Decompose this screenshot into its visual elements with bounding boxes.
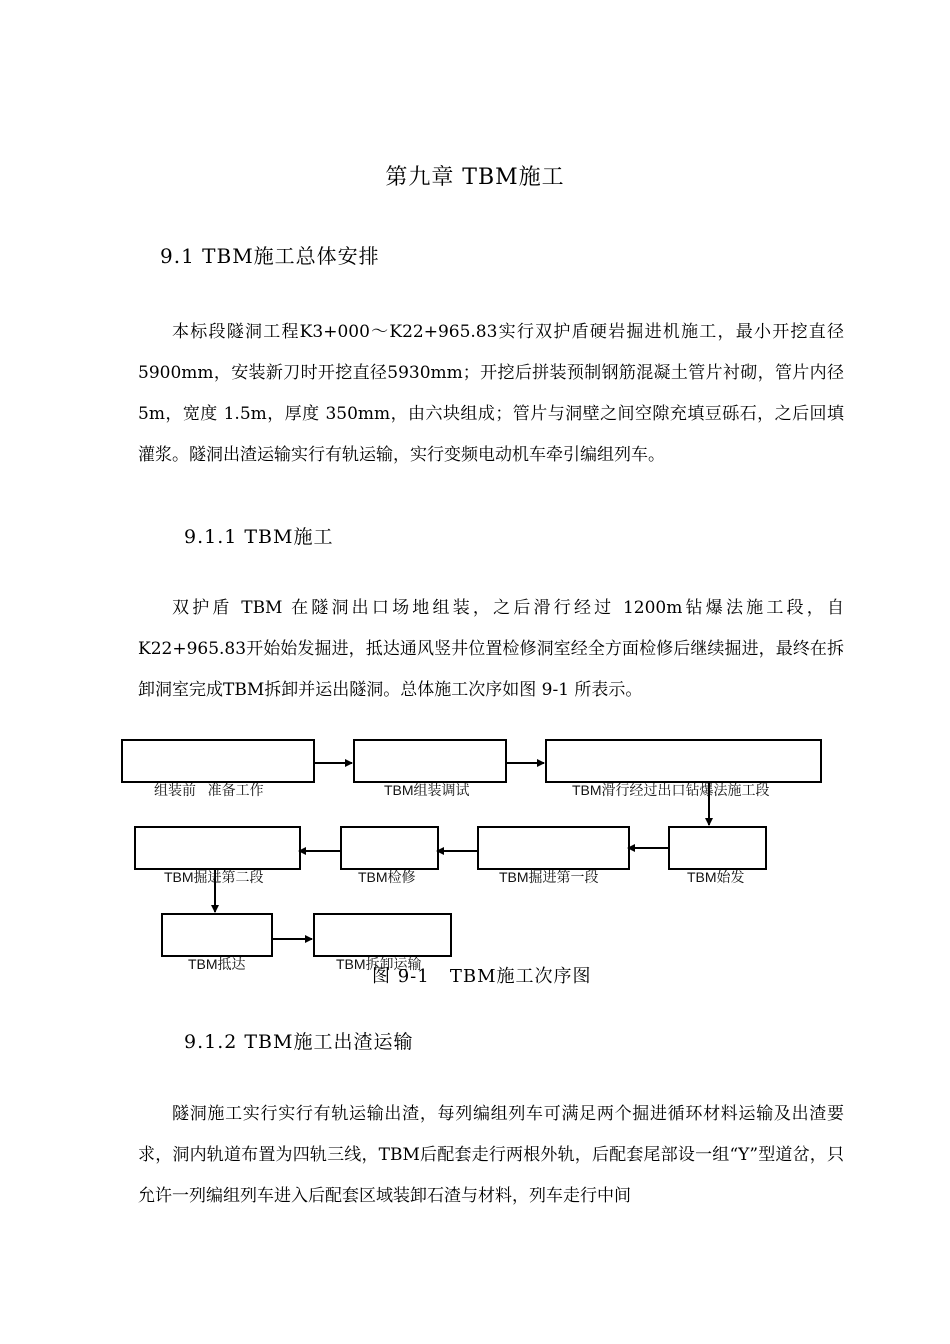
flow-label-9: TBM拆卸运输: [336, 956, 422, 972]
figure-caption: 图 9-1 TBM施工次序图: [372, 966, 592, 987]
section-heading-9-1: 9.1 TBM施工总体安排: [160, 244, 380, 268]
flow-label-8: TBM抵达: [188, 956, 246, 972]
section-heading-9-1-1: 9.1.1 TBM施工: [184, 526, 334, 548]
flow-label-3: TBM滑行经过出口钻爆法施工段: [572, 782, 770, 798]
paragraph-text: 本标段隧洞工程K3+000～K22+965.83实行双护盾硬岩掘进机施工，最小开挖直径5900mm，安装新刀时开挖直径5930mm；开挖后拼装预制钢筋混凝土管片衬砌，管片内径 5m，宽度 1.5m，厚度 350mm，由六块组成；管片与洞壁之间空隙充填豆砾石，之后回填灌浆。隧洞出渣运输实行有轨运输，实行变频电动机车牵引编组列车。: [138, 322, 844, 465]
paragraph-text: 隧洞施工实行实行有轨运输出渣，每列编组列车可满足两个掘进循环材料运输及出渣要求，洞内轨道布置为四轨三线，TBM后配套走行两根外轨，后配套尾部设一组“Y”型道岔，只允许一列编组列车进入后配套区域装卸石渣与材料，列车走行中间: [138, 1104, 844, 1206]
flow-label-6: TBM检修: [358, 869, 416, 885]
section-heading-9-1-2: 9.1.2 TBM施工出渣运输: [184, 1031, 414, 1053]
flow-label-5: TBM掘进第一段: [499, 869, 599, 885]
flow-label-7: TBM掘进第二段: [164, 869, 264, 885]
paragraph-text: 双护盾 TBM 在隧洞出口场地组装，之后滑行经过 1200m钻爆法施工段，自K22+965.83开始始发掘进，抵达通风竖井位置检修洞室经全方面检修后继续掘进，最终在拆卸洞室完成TBM拆卸并运出隧洞。总体施工次序如图 9-1 所表示。: [138, 598, 844, 700]
flow-label-4: TBM始发: [687, 869, 745, 885]
flow-label-2: TBM组装调试: [384, 782, 470, 798]
section-9-1-2-body: [138, 1094, 844, 1217]
chapter-title: 第九章 TBM施工: [385, 165, 565, 190]
flow-label-1: 组装前 准备工作: [154, 782, 264, 798]
